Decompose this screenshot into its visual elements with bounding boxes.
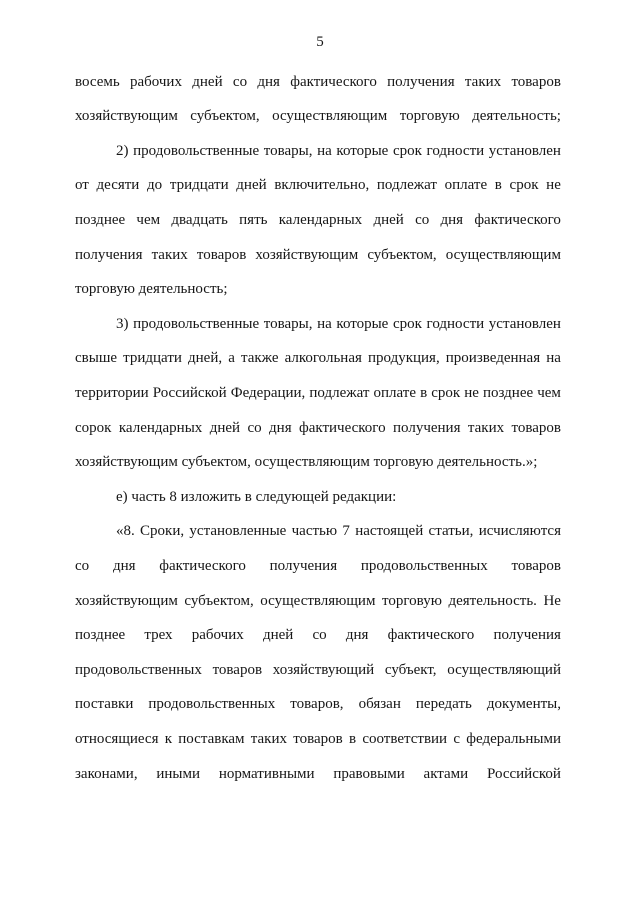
word: в — [420, 385, 428, 402]
text-line — [75, 549, 561, 584]
word: рабочих — [191, 627, 244, 644]
text-line — [75, 134, 561, 169]
text-line — [75, 584, 561, 619]
word: 7 — [342, 523, 350, 540]
word: статьи, — [428, 523, 474, 540]
word: хозяйствующим — [75, 108, 178, 125]
word: поставки — [75, 696, 134, 713]
word: до — [147, 177, 163, 194]
text-line — [75, 99, 561, 134]
word: оплате — [373, 385, 416, 402]
word: продовольственные — [133, 315, 260, 332]
word: таких — [464, 73, 502, 90]
word: со — [415, 212, 430, 229]
text-line — [75, 238, 561, 273]
text-line — [75, 757, 561, 792]
word: на — [317, 142, 332, 159]
word: восемь — [75, 73, 120, 90]
text-line — [75, 376, 561, 411]
word: фактического — [290, 73, 377, 90]
word: в — [348, 730, 357, 747]
text-line — [75, 618, 561, 653]
word: товаров — [511, 558, 561, 574]
word: частью — [291, 523, 338, 540]
word: фактического — [159, 558, 246, 574]
word: товаров, — [290, 696, 344, 713]
word: дней — [373, 212, 404, 229]
word: двадцать — [171, 212, 228, 229]
word: таких — [250, 730, 287, 747]
word: со — [232, 73, 248, 90]
word: подлежат — [376, 177, 437, 194]
word: товаров — [196, 246, 247, 263]
text-line — [75, 168, 561, 203]
word: календарных — [118, 419, 203, 436]
word: дня — [257, 73, 280, 90]
word: продовольственных — [75, 661, 202, 678]
word: со — [75, 558, 90, 574]
word: нормативными — [218, 765, 315, 782]
word: осуществляющим — [272, 108, 388, 125]
text-line — [75, 514, 561, 549]
word: от — [75, 177, 89, 194]
word: передать — [415, 696, 472, 713]
word: дней — [192, 73, 223, 90]
word: хозяйствующим — [255, 246, 359, 263]
word: тридцати — [123, 350, 182, 367]
word: произведенная — [445, 350, 541, 367]
text-line — [75, 65, 561, 100]
word: Федерации, — [230, 385, 306, 402]
word: субъектом, — [190, 108, 260, 125]
word: со — [312, 627, 327, 644]
document-body — [75, 65, 561, 791]
word: осуществляющий — [447, 661, 561, 678]
word: осуществляющим — [445, 246, 561, 263]
text-line — [75, 411, 561, 446]
word: календарных — [278, 212, 363, 229]
word: дней — [236, 177, 267, 194]
word: установлен — [488, 142, 561, 159]
word: настоящей — [355, 523, 424, 540]
word: годности — [426, 315, 485, 332]
text-line: торговую деятельность; — [75, 281, 228, 298]
text-line — [75, 203, 561, 238]
word: получения — [493, 627, 561, 644]
text-line — [75, 687, 561, 722]
word: деятельность. — [448, 592, 537, 609]
word: десяти — [96, 177, 140, 194]
word: торговую — [399, 108, 460, 125]
word: дня — [112, 558, 136, 574]
word: таких — [467, 419, 505, 436]
word: получения — [269, 558, 338, 574]
word: законами, — [75, 765, 138, 782]
word: со — [247, 419, 262, 436]
word: срок — [431, 385, 461, 402]
word: годности — [426, 142, 485, 159]
word: исчисляются — [478, 523, 561, 540]
word: тридцати — [169, 177, 229, 194]
paragraph — [75, 480, 561, 515]
word: фактического — [387, 627, 475, 644]
word: территории — [75, 385, 149, 402]
word: обязан — [358, 696, 401, 713]
word: на — [317, 315, 332, 332]
word: на — [546, 350, 561, 367]
word: продовольственные — [133, 142, 260, 159]
word: чем — [537, 385, 561, 402]
word: позднее — [482, 385, 534, 402]
word: получения — [75, 246, 143, 263]
word: актами — [423, 765, 469, 782]
word: не — [464, 385, 479, 402]
word: Сроки, — [140, 523, 185, 540]
word: трех — [144, 627, 173, 644]
word: торговую — [382, 592, 442, 609]
word: а — [228, 350, 235, 367]
paragraph — [75, 514, 561, 791]
word: 3) — [116, 315, 129, 332]
word: 2) — [116, 142, 129, 159]
word: субъект, — [384, 661, 437, 678]
word: подлежат — [309, 385, 370, 402]
word: «8. — [116, 523, 135, 540]
word: позднее — [75, 212, 126, 229]
word: сорок — [75, 419, 112, 436]
word: дней — [209, 419, 241, 436]
paragraph — [75, 134, 561, 307]
word: срок — [392, 142, 422, 159]
word: федеральными — [466, 730, 561, 747]
word: субъектом, — [367, 246, 437, 263]
text-line: хозяйствующим субъектом, осуществляющим торговую деятельность.»; — [75, 454, 538, 471]
word: документы, — [486, 696, 561, 713]
word: относящиеся — [75, 730, 159, 747]
word: субъектом, — [184, 592, 254, 609]
word: получения — [393, 419, 461, 436]
text-line — [75, 341, 561, 376]
word: фактического — [474, 212, 561, 229]
word: к — [164, 730, 173, 747]
word: таких — [151, 246, 188, 263]
word: хозяйствующим — [75, 592, 178, 609]
word: срок — [392, 315, 422, 332]
word: фактического — [299, 419, 386, 436]
word: чем — [136, 212, 161, 229]
word: товаров — [511, 73, 561, 90]
word: товаров — [511, 419, 561, 436]
word: продовольственных — [360, 558, 488, 574]
word: Российской — [152, 385, 227, 402]
word: срок — [509, 177, 539, 194]
text-line: е) часть 8 изложить в следующей редакции: — [116, 488, 397, 505]
word: товары, — [263, 315, 313, 332]
word: также — [240, 350, 279, 367]
word: установленные — [189, 523, 287, 540]
word: включительно, — [274, 177, 370, 194]
word: в — [494, 177, 502, 194]
word: иными — [156, 765, 201, 782]
word: поставкам — [178, 730, 245, 747]
paragraph — [75, 65, 561, 134]
word: с — [453, 730, 461, 747]
word: дня — [345, 627, 369, 644]
text-line — [75, 722, 561, 757]
word: оплате — [444, 177, 488, 194]
word: которые — [336, 142, 389, 159]
paragraph — [75, 307, 561, 480]
word: продукция, — [367, 350, 440, 367]
text-line — [75, 307, 561, 342]
page-number: 5 — [316, 34, 324, 50]
word: правовыми — [333, 765, 405, 782]
word: соответствии — [362, 730, 448, 747]
word: установлен — [488, 315, 561, 332]
word: товаров — [212, 661, 263, 678]
word: Российской — [487, 765, 561, 782]
word: пять — [239, 212, 268, 229]
word: продовольственных — [148, 696, 276, 713]
word: получения — [387, 73, 455, 90]
word: которые — [336, 315, 389, 332]
word: товаров — [293, 730, 343, 747]
word: не — [546, 177, 561, 194]
word: рабочих — [129, 73, 182, 90]
word: дней — [262, 627, 294, 644]
word: алкогольная — [284, 350, 362, 367]
text-line — [75, 653, 561, 688]
word: деятельность; — [472, 108, 561, 125]
word: хозяйствующий — [272, 661, 375, 678]
word: дней, — [188, 350, 223, 367]
word: осуществляющим — [260, 592, 376, 609]
word: дня — [440, 212, 464, 229]
word: дня — [269, 419, 292, 436]
word: позднее — [75, 627, 126, 644]
word: товары, — [263, 142, 313, 159]
word: свыше — [75, 350, 118, 367]
word: Не — [543, 592, 561, 609]
